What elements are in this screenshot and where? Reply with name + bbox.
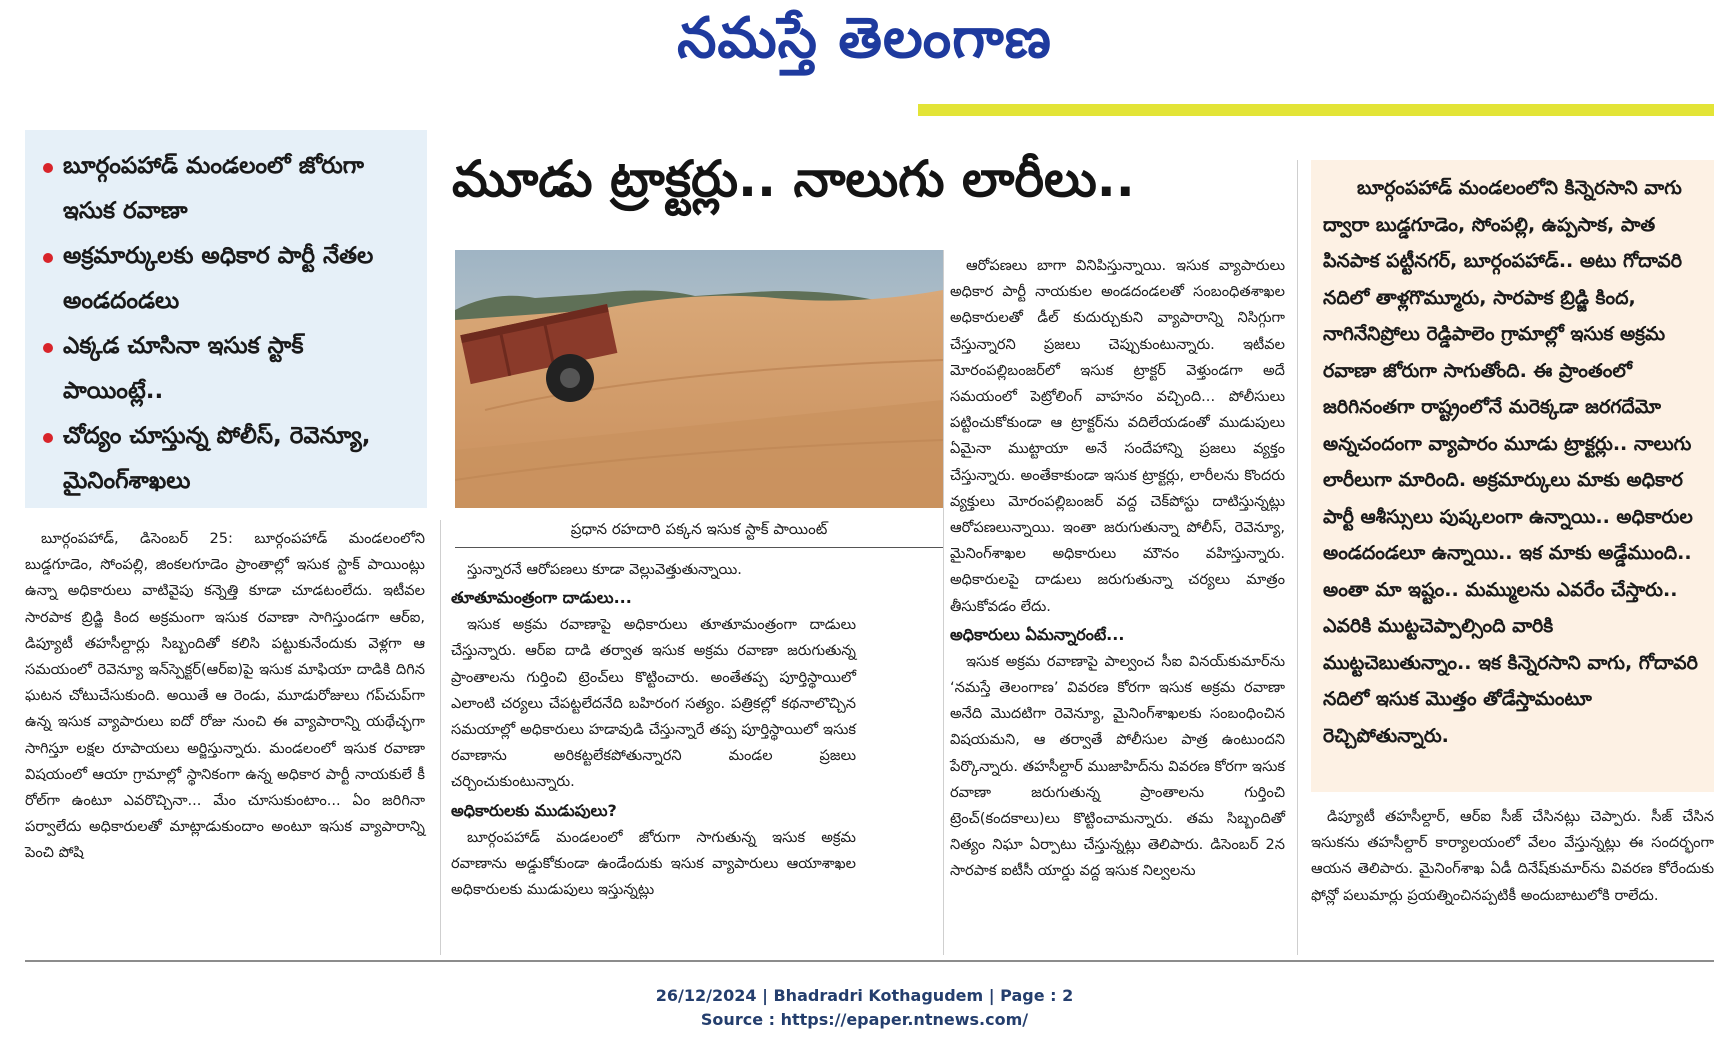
footer	[0, 984, 1729, 1032]
subheading: అధికారులు ఏమన్నారంటే...	[950, 624, 1125, 644]
masthead-logo: నమస్తే తెలంగాణ	[677, 6, 1052, 71]
paragraph: బూర్గంపహాడ్, డిసెంబర్ 25: బూర్గంపహాడ్ మండలంలోని బుడ్డగూడెం, సోంపల్లి, జింకలగూడెం ప్రాంతాల్లో ఇసుక స్టాక్ పాయింట్లు ఉన్నా అధికారులు వాటివైపు కన్నెత్తి కూడా చూడటంలేదు. ఇటీవల సారపాక బ్రిడ్జి కింద అక్రమంగా ఇసుక రవాణా సాగిస్తుండగా ఆర్ఐ, డిప్యూటీ తహసీల్దార్లు సిబ్బందితో కలిసి పట్టుకునేందుకు వెళ్లగా ఆ సమయంలో రెవెన్యూ ఇన్‌స్పెక్టర్(ఆర్ఐ)పై ఇసుక మాఫియా దాడికి దిగిన ఘటన చోటుచేసుకుంది. అయితే ఆ రెండు, మూడురోజులు గప్‌చుప్‌గా ఉన్న ఇసుక వ్యాపారులు ఐదో రోజు నుంచి ఈ వ్యాపారాన్ని యథేచ్ఛగా సాగిస్తూ లక్షల రూపాయలు అర్జిస్తున్నారు. మండలంలో ఇసుక రవాణా విషయంలో ఆయా గ్రామాల్లో స్థానికంగా ఉన్న అధికార పార్టీ నాయకులే కీ రోల్‌గా ఉంటూ ఎవరొచ్చినా... మేం చూసుకుంటాం... ఏం జరిగినా పర్వాలేదు అధికారులతో మాట్లాడుకుందాం అంటూ ఇసుక వ్యాపారాన్ని పెంచి పోషి	[25, 530, 425, 862]
headline: మూడు ట్రాక్టర్లు.. నాలుగు లారీలు..	[452, 150, 1135, 208]
column-divider	[943, 250, 944, 955]
sand-stockpile-image	[455, 250, 943, 508]
highlight-item: బూర్గంపహాడ్ మండలంలో జోరుగా ఇసుక రవాణా	[43, 144, 411, 234]
article-column-4	[1311, 804, 1714, 909]
bullet-icon	[43, 433, 53, 443]
paragraph: బూర్గంపహాడ్ మండలంలో జోరుగా సాగుతున్న ఇసుక అక్రమ రవాణాను అడ్డుకోకుండా ఉండేందుకు ఇసుక వ్యాపారులు ఆయాశాఖల అధికారులకు ముడుపులు ఇస్తున్నట్లు	[451, 828, 856, 899]
article-column-2	[451, 557, 856, 903]
highlight-item: చోద్యం చూస్తున్న పోలీస్, రెవెన్యూ, మైనింగ్‌శాఖలు	[43, 414, 411, 504]
accent-bar	[918, 104, 1714, 116]
bullet-icon	[43, 163, 53, 173]
subheading: అధికారులకు ముడుపులు?	[451, 800, 617, 820]
column-divider	[440, 520, 441, 955]
bullet-icon	[43, 253, 53, 263]
paragraph: ఇసుక అక్రమ రవాణాపై పాల్వంచ సీఐ వినయ్‌కుమార్‌ను ‘నమస్తే తెలంగాణ’ వివరణ కోరగా ఇసుక అక్రమ రవాణా అనేది మొదటిగా రెవెన్యూ, మైనింగ్‌శాఖలకు సంబంధించిన విషయమని, ఆ తర్వాతే పోలీసుల పాత్ర ఉంటుందని పేర్కొన్నారు. తహసీల్దార్ ముజాహిద్‌ను వివరణ కోరగా ఇసుక రవాణా జరుగుతున్న ప్రాంతాలను గుర్తించి ట్రెంచ్(కందకాలు)లు కొట్టించామన్నారు. తమ సిబ్బందితో నిత్యం నిఘా ఏర్పాటు చేస్తున్నట్లు తెలిపారు. డిసెంబర్ 2న సారపాక ఐటీసీ యార్డు వద్ద ఇసుక నిల్వలను	[950, 652, 1285, 880]
highlight-item: అక్రమార్కులకు అధికార పార్టీ నేతల అండదండలు	[43, 234, 411, 324]
footer-source: Source : https://epaper.ntnews.com/	[700, 1010, 1029, 1029]
bottom-divider	[25, 960, 1714, 962]
highlights-box	[25, 130, 427, 508]
masthead	[0, 0, 1729, 80]
bullet-icon	[43, 343, 53, 353]
paragraph: ఇసుక అక్రమ రవాణాపై అధికారులు తూతూమంత్రంగా దాడులు చేస్తున్నారు. ఆర్ఐ దాడి తర్వాత ఇసుక అక్రమ రవాణా జరుగుతున్న ప్రాంతాలను గుర్తించి ట్రెంచ్‌లు కొట్టించారు. అంతేతప్ప పూర్తిస్థాయిలో ఎలాంటి చర్యలు చేపట్టలేదనేది బహిరంగ సత్యం. పత్రికల్లో కథనాలొచ్చిన సమయాల్లో అధికారులు హడావుడి చేస్తున్నారే తప్ప పూర్తిస్థాయిలో ఇసుక రవాణాను అరికట్టలేకపోతున్నారని మండల ప్రజలు చర్చించుకుంటున్నారు.	[451, 616, 856, 791]
photo-caption: ప్రధాన రహదారి పక్కన ఇసుక స్టాక్ పాయింట్	[455, 514, 943, 548]
subheading: తూతూమంత్రంగా దాడులు...	[451, 588, 632, 608]
paragraph: డిప్యూటీ తహసీల్దార్, ఆర్ఐ సీజ్ చేసినట్లు చెప్పారు. సీజ్ చేసిన ఇసుకను తహసీల్దార్ కార్యాలయంలో వేలం వేస్తున్నట్లు ఈ సందర్భంగా ఆయన తెలిపారు. మైనింగ్‌శాఖ ఏడీ దినేష్‌కుమార్‌ను వివరణ కోరేందుకు ఫోన్లో పలుమార్లు ప్రయత్నించినప్పటికీ అందుబాటులోకి రాలేదు.	[1311, 808, 1714, 904]
paragraph: స్తున్నారనే ఆరోపణలు కూడా వెల్లువెత్తుతున్నాయి.	[467, 561, 742, 578]
article-photo	[455, 250, 943, 508]
column-divider	[1297, 160, 1298, 955]
article-column-3	[950, 253, 1285, 885]
paragraph: ఆరోపణలు బాగా వినిపిస్తున్నాయి. ఇసుక వ్యాపారులు అధికార పార్టీ నాయకుల అండదండలతో సంబంధితశాఖల అధికారులతో డీల్ కుదుర్చుకుని వ్యాపారాన్ని నిసిగ్గుగా చేస్తున్నారని ప్రజలు చెప్పుకుంటున్నారు. ఇటీవల మోరంపల్లిబంజర్‌లో ఇసుక ట్రాక్టర్ వెళ్తుండగా అదే సమయంలో పెట్రోలింగ్ వాహనం వచ్చింది... పోలీసులు పట్టించుకోకుండా ఆ ట్రాక్టర్‌ను వదిలేయడంతో ముడుపులు ఏమైనా ముట్టాయా అనే సందేహాన్ని ప్రజలు వ్యక్తం చేస్తున్నారు. అంతేకాకుండా ఇసుక ట్రాక్టర్లు, లారీలను కొందరు వ్యక్తులు మోరంపల్లిబంజర్ వద్ద చెక్‌పోస్టు దాటిస్తున్నట్లు ఆరోపణలున్నాయి. ఇంతా జరుగుతున్నా పోలీస్, రెవెన్యూ, మైనింగ్‌శాఖల అధికారులు మౌనం వహిస్తున్నారు. అధికారులపై దాడులు జరుగుతున్నా చర్యలు మాత్రం తీసుకోవడం లేదు.	[950, 257, 1285, 615]
footer-date-page: 26/12/2024 | Bhadradri Kothagudem | Page : 2	[655, 986, 1074, 1005]
highlight-item: ఎక్కడ చూసినా ఇసుక స్టాక్ పాయింట్లే..	[43, 324, 411, 414]
sidebar-paragraph: బూర్గంపహాడ్ మండలంలోని కిన్నెరసాని వాగు ద్వారా బుడ్డగూడెం, సోంపల్లి, ఉప్పసాక, పాత పినపాక పట్టీనగర్, బూర్గంపహాడ్.. అటు గోదావరి నదిలో తాళ్లగొమ్మూరు, సారపాక బ్రిడ్జి కింద, నాగినేనిప్రోలు రెడ్డిపాలెం గ్రామాల్లో ఇసుక అక్రమ రవాణా జోరుగా సాగుతోంది. ఈ ప్రాంతంలో జరిగినంతగా రాష్ట్రంలోనే మరెక్కడా జరగదేమో అన్నచందంగా వ్యాపారం మూడు ట్రాక్టర్లు.. నాలుగు లారీలుగా మారింది. అక్రమార్కులు మాకు అధికార పార్టీ ఆశీస్సులు పుష్కలంగా ఉన్నాయి.. అధికారుల అండదండలూ ఉన్నాయి.. ఇక మాకు అడ్డేముంది.. అంతా మా ఇష్టం.. మమ్ములను ఎవరేం చేస్తారు.. ఎవరికి ముట్టచెప్పాల్సింది వారికి ముట్టచెబుతున్నాం.. ఇక కిన్నెరసాని వాగు, గోదావరి నదిలో ఇసుక మొత్తం తోడేస్తామంటూ రెచ్చిపోతున్నారు.	[1323, 177, 1698, 747]
sidebar-box	[1311, 160, 1714, 792]
article-column-1	[25, 526, 425, 867]
